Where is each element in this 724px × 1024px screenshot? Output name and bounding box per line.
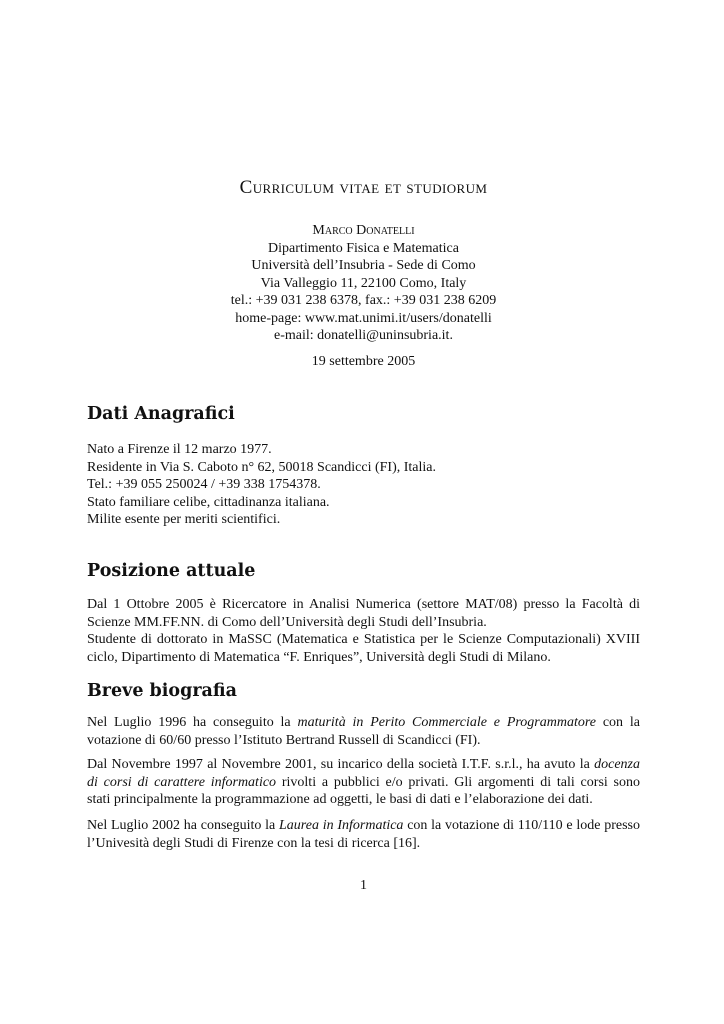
military-line: Milite esente per meriti scientifici. [87,512,281,527]
heading-posizione-attuale: Posizione attuale [87,561,256,581]
bio-p2-line-3: stati principalmente la programmazione ad oggetti, le basi di dati e l’elaborazione dei dati. [87,792,593,807]
posizione-line-1: Dal 1 Ottobre 2005 è Ricercatore in Analisi Numerica (settore MAT/08) presso la Facoltà di [87,597,640,612]
marital-status-line: Stato familiare celibe, cittadinanza italiana. [87,494,330,510]
homepage: home-page: www.mat.unimi.it/users/donatelli [235,310,492,326]
birth-line: Nato a Firenze il 12 marzo 1977. [87,442,272,457]
bio-p1-line-2: votazione di 60/60 presso l’Istituto Bertrand Russell di Scandicci (FI). [87,732,481,748]
phone-line: Tel.: +39 055 250024 / +39 338 1754378. [87,477,321,492]
biografia-paragraph-2 [87,756,640,809]
residence-line: Residente in Via S. Caboto n° 62, 50018 Scandicci (FI), Italia. [87,459,436,475]
document-page [87,0,640,1024]
author-contact-block [87,222,640,345]
email: e-mail: donatelli@uninsubria.it. [274,328,453,343]
bio-p2-line-2: di corsi di carattere informatico rivolti a pubblici e/o privati. Gli argomenti di tali corsi sono [87,774,641,790]
heading-dati-anagrafici: Dati Anagrafici [87,404,235,424]
author-name: Marco Donatelli [312,223,415,238]
posizione-line-4: ciclo, Dipartimento di Matematica “F. Enriques”, Università degli Studi di Milano. [87,649,551,665]
university: Università dell’Insubria - Sede di Como [251,258,476,273]
biografia-paragraph-1 [87,714,640,749]
address: Via Valleggio 11, 22100 Como, Italy [260,275,467,291]
page-number: 1 [360,878,367,893]
phone-fax: tel.: +39 031 238 6378, fax.: +39 031 238 6209 [230,293,497,308]
biografia-paragraph-3 [87,817,640,852]
bio-p2-line-1: Dal Novembre 1997 al Novembre 2001, su incarico della società I.T.F. s.r.l., ha avuto la docenza [87,757,641,772]
posizione-line-2: Scienze MM.FF.NN. di Como dell’Università degli Studi dell’Insubria. [87,614,487,630]
posizione-attuale-paragraph [87,596,640,666]
heading-breve-biografia: Breve biografia [87,681,237,701]
department: Dipartimento Fisica e Matematica [268,240,459,256]
bio-p3-line-1: Nel Luglio 2002 ha conseguito la Laurea in Informatica con la votazione di 110/110 e lode presso [87,818,640,833]
posizione-line-3: Studente di dottorato in MaSSC (Matematica e Statistica per le Scienze Computazionali) XVIII [87,632,640,647]
bio-p1-line-1: Nel Luglio 1996 ha conseguito la maturità in Perito Commerciale e Programmatore con la [87,715,640,730]
dati-anagrafici-lines [87,441,640,529]
bio-p3-line-2: l’Univesità degli Studi di Firenze con la tesi di ricerca [16]. [87,835,421,851]
document-title: Curriculum vitae et studiorum [239,177,488,198]
document-date: 19 settembre 2005 [311,354,416,369]
